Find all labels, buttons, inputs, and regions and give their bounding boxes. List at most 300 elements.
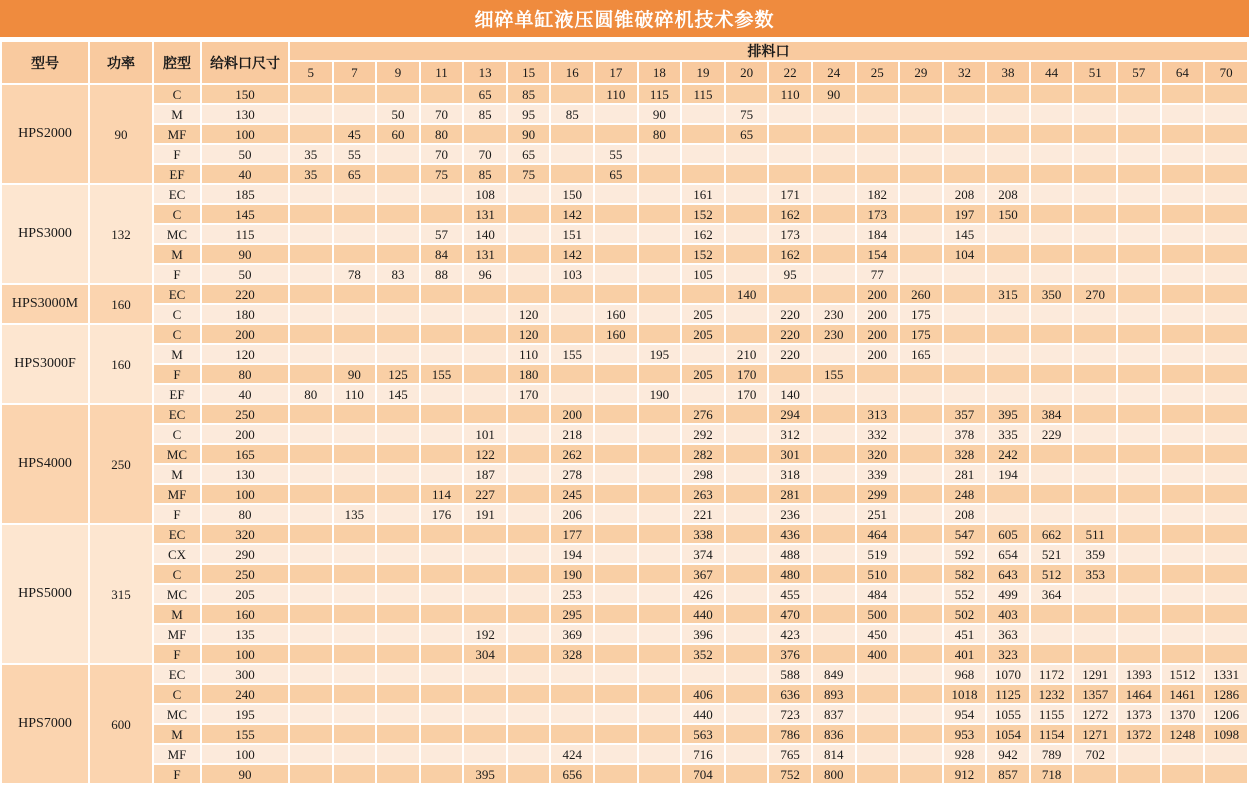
value-cell <box>1117 444 1161 464</box>
value-cell <box>333 524 377 544</box>
value-cell <box>507 704 551 724</box>
value-cell <box>594 764 638 784</box>
feed-opening-cell: 130 <box>201 104 289 124</box>
value-cell <box>289 744 333 764</box>
value-cell <box>420 664 464 684</box>
value-cell <box>986 124 1030 144</box>
value-cell <box>333 704 377 724</box>
value-cell: 194 <box>986 464 1030 484</box>
cavity-cell: C <box>153 324 201 344</box>
value-cell: 200 <box>550 404 594 424</box>
cavity-cell: M <box>153 104 201 124</box>
value-cell <box>899 224 943 244</box>
value-cell <box>376 224 420 244</box>
value-cell <box>943 344 987 364</box>
value-cell <box>986 244 1030 264</box>
value-cell: 145 <box>376 384 420 404</box>
value-cell: 65 <box>725 124 769 144</box>
value-cell <box>986 364 1030 384</box>
table-row <box>1 764 1248 784</box>
cavity-cell: F <box>153 144 201 164</box>
value-cell <box>463 604 507 624</box>
value-cell <box>856 664 900 684</box>
value-cell: 1018 <box>943 684 987 704</box>
value-cell: 1357 <box>1073 684 1117 704</box>
value-cell: 376 <box>768 644 812 664</box>
value-cell <box>507 244 551 264</box>
value-cell: 173 <box>768 224 812 244</box>
value-cell <box>812 584 856 604</box>
table-body <box>1 84 1248 784</box>
value-cell <box>1117 344 1161 364</box>
value-cell <box>1073 384 1117 404</box>
value-cell: 120 <box>507 324 551 344</box>
feed-opening-cell: 80 <box>201 364 289 384</box>
value-cell: 103 <box>550 264 594 284</box>
value-cell: 1272 <box>1073 704 1117 724</box>
value-cell: 75 <box>420 164 464 184</box>
value-cell <box>1117 264 1161 284</box>
value-cell <box>638 604 682 624</box>
discharge-size-header: 11 <box>420 61 464 84</box>
value-cell <box>1117 164 1161 184</box>
value-cell: 85 <box>507 84 551 104</box>
value-cell: 161 <box>681 184 725 204</box>
feed-opening-cell: 155 <box>201 724 289 744</box>
value-cell <box>1073 404 1117 424</box>
value-cell: 484 <box>856 584 900 604</box>
value-cell: 359 <box>1073 544 1117 564</box>
value-cell <box>1204 444 1248 464</box>
value-cell <box>812 624 856 644</box>
discharge-size-header: 19 <box>681 61 725 84</box>
table-row <box>1 644 1248 664</box>
value-cell <box>986 144 1030 164</box>
value-cell <box>899 464 943 484</box>
value-cell <box>1161 304 1205 324</box>
value-cell <box>463 284 507 304</box>
value-cell <box>1204 284 1248 304</box>
value-cell <box>1204 204 1248 224</box>
feed-opening-cell: 250 <box>201 564 289 584</box>
value-cell: 65 <box>507 144 551 164</box>
table-row <box>1 244 1248 264</box>
value-cell: 229 <box>1030 424 1074 444</box>
table-row <box>1 364 1248 384</box>
value-cell <box>1117 84 1161 104</box>
value-cell <box>420 704 464 724</box>
value-cell <box>1073 184 1117 204</box>
value-cell <box>333 404 377 424</box>
value-cell: 656 <box>550 764 594 784</box>
value-cell <box>376 564 420 584</box>
value-cell: 299 <box>856 484 900 504</box>
value-cell: 1155 <box>1030 704 1074 724</box>
value-cell: 120 <box>507 304 551 324</box>
value-cell: 292 <box>681 424 725 444</box>
value-cell <box>594 684 638 704</box>
value-cell: 352 <box>681 644 725 664</box>
value-cell: 378 <box>943 424 987 444</box>
value-cell <box>812 284 856 304</box>
value-cell: 104 <box>943 244 987 264</box>
value-cell <box>1161 324 1205 344</box>
value-cell <box>1161 344 1205 364</box>
value-cell <box>333 244 377 264</box>
value-cell <box>1073 364 1117 384</box>
value-cell <box>550 144 594 164</box>
value-cell <box>899 204 943 224</box>
value-cell <box>550 304 594 324</box>
value-cell <box>1204 124 1248 144</box>
value-cell <box>333 284 377 304</box>
value-cell: 205 <box>681 364 725 384</box>
value-cell <box>594 744 638 764</box>
value-cell <box>725 664 769 684</box>
value-cell <box>1204 144 1248 164</box>
value-cell <box>1161 364 1205 384</box>
value-cell <box>289 504 333 524</box>
value-cell <box>943 264 987 284</box>
value-cell: 65 <box>463 84 507 104</box>
value-cell <box>1117 584 1161 604</box>
value-cell <box>594 724 638 744</box>
value-cell: 245 <box>550 484 594 504</box>
value-cell <box>1161 224 1205 244</box>
value-cell <box>638 744 682 764</box>
value-cell: 1464 <box>1117 684 1161 704</box>
value-cell <box>420 404 464 424</box>
value-cell <box>507 684 551 704</box>
value-cell: 152 <box>681 204 725 224</box>
value-cell: 135 <box>333 504 377 524</box>
value-cell <box>463 524 507 544</box>
feed-opening-cell: 240 <box>201 684 289 704</box>
value-cell <box>725 504 769 524</box>
value-cell <box>594 444 638 464</box>
value-cell <box>1073 424 1117 444</box>
value-cell <box>594 604 638 624</box>
cavity-cell: F <box>153 644 201 664</box>
value-cell <box>638 364 682 384</box>
value-cell <box>1030 304 1074 324</box>
value-cell <box>812 104 856 124</box>
value-cell <box>899 584 943 604</box>
value-cell: 242 <box>986 444 1030 464</box>
cavity-cell: MF <box>153 624 201 644</box>
value-cell <box>420 724 464 744</box>
value-cell <box>1030 624 1074 644</box>
value-cell <box>899 504 943 524</box>
value-cell <box>1073 324 1117 344</box>
value-cell <box>376 724 420 744</box>
value-cell: 500 <box>856 604 900 624</box>
value-cell: 320 <box>856 444 900 464</box>
value-cell: 423 <box>768 624 812 644</box>
table-row <box>1 324 1248 344</box>
discharge-size-header: 7 <box>333 61 377 84</box>
value-cell: 424 <box>550 744 594 764</box>
value-cell: 205 <box>681 304 725 324</box>
value-cell: 131 <box>463 244 507 264</box>
value-cell <box>725 264 769 284</box>
value-cell <box>1073 344 1117 364</box>
value-cell <box>638 204 682 224</box>
discharge-size-header: 13 <box>463 61 507 84</box>
value-cell <box>1161 744 1205 764</box>
feed-opening-cell: 100 <box>201 644 289 664</box>
value-cell: 248 <box>943 484 987 504</box>
value-cell <box>899 424 943 444</box>
value-cell <box>1030 504 1074 524</box>
value-cell <box>1204 404 1248 424</box>
value-cell <box>725 224 769 244</box>
value-cell <box>638 144 682 164</box>
value-cell <box>550 164 594 184</box>
value-cell <box>899 184 943 204</box>
value-cell: 488 <box>768 544 812 564</box>
value-cell <box>899 144 943 164</box>
value-cell <box>1204 604 1248 624</box>
value-cell <box>507 584 551 604</box>
value-cell <box>725 464 769 484</box>
cavity-cell: C <box>153 684 201 704</box>
value-cell <box>376 284 420 304</box>
value-cell <box>1030 644 1074 664</box>
value-cell <box>1204 344 1248 364</box>
value-cell <box>1161 284 1205 304</box>
value-cell <box>725 444 769 464</box>
value-cell <box>463 564 507 584</box>
value-cell <box>725 484 769 504</box>
value-cell <box>812 544 856 564</box>
value-cell: 455 <box>768 584 812 604</box>
value-cell <box>1204 324 1248 344</box>
value-cell: 184 <box>856 224 900 244</box>
value-cell <box>333 484 377 504</box>
value-cell <box>420 424 464 444</box>
value-cell: 510 <box>856 564 900 584</box>
value-cell <box>463 404 507 424</box>
value-cell <box>1073 764 1117 784</box>
value-cell: 1248 <box>1161 724 1205 744</box>
value-cell <box>681 284 725 304</box>
feed-opening-cell: 200 <box>201 424 289 444</box>
value-cell <box>1161 564 1205 584</box>
value-cell: 451 <box>943 624 987 644</box>
value-cell: 182 <box>856 184 900 204</box>
value-cell: 251 <box>856 504 900 524</box>
value-cell <box>550 684 594 704</box>
value-cell <box>289 704 333 724</box>
cavity-cell: C <box>153 424 201 444</box>
value-cell <box>1161 544 1205 564</box>
value-cell: 752 <box>768 764 812 784</box>
value-cell: 1232 <box>1030 684 1074 704</box>
value-cell <box>638 664 682 684</box>
table-row <box>1 444 1248 464</box>
value-cell <box>986 384 1030 404</box>
value-cell: 350 <box>1030 284 1074 304</box>
value-cell: 400 <box>856 644 900 664</box>
value-cell <box>594 204 638 224</box>
value-cell <box>420 584 464 604</box>
value-cell: 75 <box>725 104 769 124</box>
value-cell: 65 <box>333 164 377 184</box>
value-cell <box>420 304 464 324</box>
value-cell <box>1073 444 1117 464</box>
value-cell: 436 <box>768 524 812 544</box>
table-row <box>1 624 1248 644</box>
value-cell <box>856 724 900 744</box>
value-cell <box>420 204 464 224</box>
value-cell: 170 <box>507 384 551 404</box>
value-cell: 88 <box>420 264 464 284</box>
value-cell: 1098 <box>1204 724 1248 744</box>
value-cell: 270 <box>1073 284 1117 304</box>
cavity-cell: MC <box>153 444 201 464</box>
value-cell <box>638 424 682 444</box>
value-cell <box>725 244 769 264</box>
table-row <box>1 584 1248 604</box>
feed-opening-cell: 180 <box>201 304 289 324</box>
value-cell: 304 <box>463 644 507 664</box>
value-cell <box>1204 304 1248 324</box>
value-cell <box>725 524 769 544</box>
value-cell <box>463 364 507 384</box>
value-cell <box>899 684 943 704</box>
value-cell <box>463 544 507 564</box>
value-cell: 499 <box>986 584 1030 604</box>
feed-opening-cell: 200 <box>201 324 289 344</box>
value-cell <box>333 644 377 664</box>
value-cell <box>1117 464 1161 484</box>
value-cell: 1373 <box>1117 704 1161 724</box>
value-cell <box>1073 484 1117 504</box>
table-row <box>1 344 1248 364</box>
value-cell <box>376 624 420 644</box>
value-cell <box>333 84 377 104</box>
value-cell <box>333 424 377 444</box>
value-cell <box>1073 304 1117 324</box>
value-cell <box>899 624 943 644</box>
value-cell: 364 <box>1030 584 1074 604</box>
value-cell <box>507 764 551 784</box>
value-cell <box>768 284 812 304</box>
value-cell: 150 <box>550 184 594 204</box>
value-cell <box>289 484 333 504</box>
table-row <box>1 664 1248 684</box>
value-cell: 968 <box>943 664 987 684</box>
value-cell <box>812 184 856 204</box>
table-row <box>1 564 1248 584</box>
value-cell <box>507 664 551 684</box>
value-cell <box>943 364 987 384</box>
value-cell <box>899 404 943 424</box>
value-cell <box>943 324 987 344</box>
table-row <box>1 524 1248 544</box>
value-cell <box>725 744 769 764</box>
value-cell <box>550 284 594 304</box>
value-cell: 440 <box>681 604 725 624</box>
value-cell <box>1161 144 1205 164</box>
cavity-cell: MF <box>153 744 201 764</box>
table-row <box>1 224 1248 244</box>
model-cell: HPS3000 <box>1 184 89 284</box>
value-cell: 723 <box>768 704 812 724</box>
value-cell: 83 <box>376 264 420 284</box>
model-cell: HPS3000F <box>1 324 89 404</box>
value-cell <box>420 344 464 364</box>
value-cell <box>1030 324 1074 344</box>
value-cell <box>1030 224 1074 244</box>
value-cell <box>1117 224 1161 244</box>
value-cell <box>1073 104 1117 124</box>
value-cell: 191 <box>463 504 507 524</box>
value-cell: 262 <box>550 444 594 464</box>
value-cell <box>1117 364 1161 384</box>
feed-opening-cell: 50 <box>201 264 289 284</box>
value-cell <box>289 404 333 424</box>
value-cell <box>899 244 943 264</box>
value-cell: 95 <box>768 264 812 284</box>
table-row <box>1 684 1248 704</box>
value-cell <box>1204 164 1248 184</box>
value-cell: 450 <box>856 624 900 644</box>
value-cell: 1054 <box>986 724 1030 744</box>
value-cell: 221 <box>681 504 725 524</box>
value-cell: 90 <box>638 104 682 124</box>
value-cell <box>507 624 551 644</box>
value-cell <box>376 464 420 484</box>
value-cell <box>1073 584 1117 604</box>
value-cell <box>1161 424 1205 444</box>
value-cell <box>856 104 900 124</box>
value-cell <box>725 624 769 644</box>
value-cell: 464 <box>856 524 900 544</box>
value-cell: 912 <box>943 764 987 784</box>
value-cell <box>507 464 551 484</box>
value-cell: 704 <box>681 764 725 784</box>
value-cell <box>550 324 594 344</box>
value-cell <box>420 84 464 104</box>
value-cell <box>507 184 551 204</box>
value-cell: 654 <box>986 544 1030 564</box>
value-cell <box>681 664 725 684</box>
value-cell <box>333 224 377 244</box>
value-cell <box>638 584 682 604</box>
value-cell: 200 <box>856 284 900 304</box>
value-cell <box>899 444 943 464</box>
value-cell <box>638 524 682 544</box>
value-cell <box>638 564 682 584</box>
value-cell <box>376 704 420 724</box>
value-cell <box>856 164 900 184</box>
value-cell: 440 <box>681 704 725 724</box>
value-cell <box>725 424 769 444</box>
value-cell: 55 <box>333 144 377 164</box>
table-row <box>1 724 1248 744</box>
discharge-size-header: 64 <box>1161 61 1205 84</box>
value-cell: 836 <box>812 724 856 744</box>
value-cell: 512 <box>1030 564 1074 584</box>
value-cell <box>507 424 551 444</box>
value-cell: 220 <box>768 304 812 324</box>
value-cell <box>550 724 594 744</box>
value-cell <box>856 124 900 144</box>
table-row <box>1 104 1248 124</box>
value-cell <box>725 84 769 104</box>
